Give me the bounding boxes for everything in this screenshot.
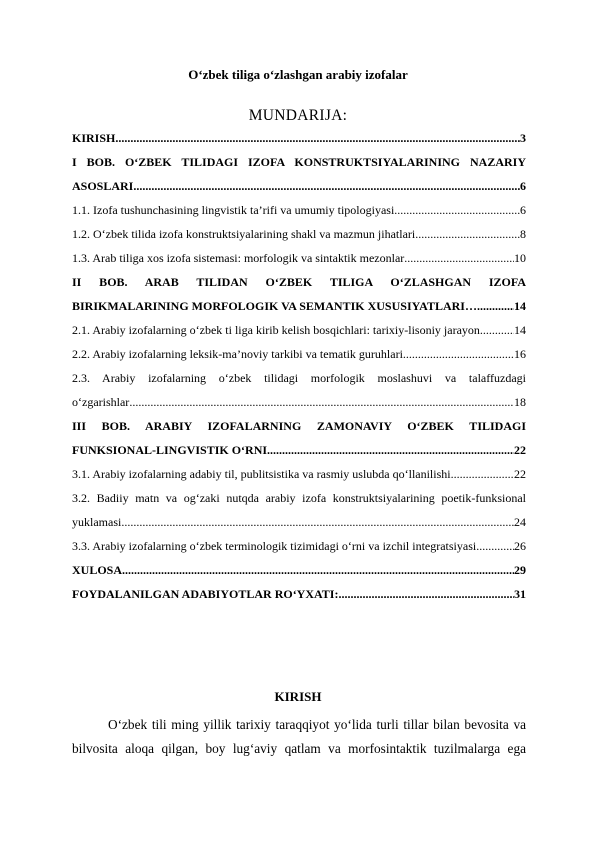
toc-entry-text: 3.2. Badiiy matn va og‘zaki nutqda arabiy izofa konstruktsiyalarining poetik-funksional (72, 491, 526, 505)
toc-page-number: 3 (520, 131, 526, 145)
toc-entry-text: 1.1. Izofa tushunchasining lingvistik ta’rifi va umumiy tipologiyasi (72, 203, 395, 217)
toc-entry[interactable] (72, 179, 526, 203)
table-of-contents (72, 131, 526, 611)
toc-entry[interactable] (72, 323, 526, 347)
toc-leader-dots (415, 227, 520, 242)
intro-line: bilvosita aloqa qilgan, boy lug‘aviy qatlam va morfosintaktik tuzilmalarga ega (72, 741, 526, 756)
toc-leader-dots (404, 251, 514, 266)
intro-heading: KIRISH (274, 689, 322, 704)
toc-leader-dots (133, 179, 520, 194)
toc-entry-text: I BOB. O‘ZBEK TILIDAGI IZOFA KONSTRUKTSIYALARINING NAZARIY (72, 155, 526, 169)
toc-page-number: 18 (514, 395, 526, 409)
toc-entry-text: yuklamasi (72, 515, 122, 529)
toc-entry-text: 2.2. Arabiy izofalarning leksik-ma’noviy tarkibi va tematik guruhlari (72, 347, 403, 361)
toc-entry[interactable] (72, 539, 526, 563)
toc-entry-line (72, 491, 526, 515)
toc-page-number: 16 (514, 347, 526, 361)
toc-page-number: 24 (514, 515, 526, 529)
toc-entry[interactable] (72, 203, 526, 227)
toc-leader-dots (129, 395, 514, 410)
toc-leader-dots (122, 563, 514, 578)
toc-entry-line (72, 371, 526, 395)
toc-leader-dots (394, 203, 520, 218)
toc-entry[interactable] (72, 251, 526, 275)
toc-page-number: 6 (520, 203, 526, 217)
toc-entry-line (72, 419, 526, 443)
toc-entry[interactable] (72, 347, 526, 371)
toc-entry-text: 2.1. Arabiy izofalarning o‘zbek ti liga kirib kelish bosqichlari: tarixiy-lisoniy jarayon (72, 323, 480, 337)
toc-page-number: 22 (514, 443, 526, 457)
toc-leader-dots (480, 323, 514, 338)
toc-entry-text: 2.3. Arabiy izofalarning o‘zbek tilidagi morfologik moslashuvi va talaffuzdagi (72, 371, 526, 385)
toc-entry-text: o‘zgarishlar (72, 395, 130, 409)
toc-heading: MUNDARIJA: (248, 107, 348, 124)
toc-entry-text: 1.3. Arab tiliga xos izofa sistemasi: morfologik va sintaktik mezonlar (72, 251, 405, 265)
toc-entry[interactable] (72, 587, 526, 611)
toc-page-number: 26 (514, 539, 526, 553)
document-topic: O‘zbek tiliga o‘zlashgan arabiy izofalar (188, 67, 408, 82)
toc-leader-dots (403, 347, 514, 362)
toc-page-number: 29 (514, 563, 526, 577)
toc-leader-dots (476, 539, 514, 554)
toc-entry-text: II BOB. ARAB TILIDAN O‘ZBEK TILIGA O‘ZLASHGAN IZOFA (72, 275, 526, 289)
toc-entry-text: FUNKSIONAL-LINGVISTIK O‘RNI (72, 443, 268, 457)
toc-entry-text: XULOSA (72, 563, 123, 577)
toc-page-number: 31 (514, 587, 526, 601)
toc-entry[interactable] (72, 515, 526, 539)
toc-entry-text: 1.2. O‘zbek tilida izofa konstruktsiyalarining shakl va mazmun jihatlari (72, 227, 416, 241)
toc-entry[interactable] (72, 299, 526, 323)
intro-paragraph (72, 713, 526, 761)
toc-entry-text: 3.1. Arabiy izofalarning adabiy til, publitsistika va rasmiy uslubda qo‘llanilishi (72, 467, 451, 481)
toc-entry-text: 3.3. Arabiy izofalarning o‘zbek terminologik tizimidagi o‘rni va izchil integratsiyasi (72, 539, 477, 553)
toc-entry-text: ASOSLARI (72, 179, 134, 193)
toc-page-number: 14 (514, 299, 526, 313)
toc-entry-text: FOYDALANILGAN ADABIYOTLAR RO‘YXATI: (72, 587, 339, 601)
toc-entry-line (72, 155, 526, 179)
toc-entry-line (72, 275, 526, 299)
toc-entry[interactable] (72, 467, 526, 491)
toc-entry-text: KIRISH (72, 131, 116, 145)
toc-page-number: 8 (520, 227, 526, 241)
toc-leader-dots (477, 299, 514, 314)
toc-page-number: 14 (514, 323, 526, 337)
toc-entry[interactable] (72, 395, 526, 419)
toc-entry[interactable] (72, 563, 526, 587)
toc-leader-dots (451, 467, 514, 482)
toc-page-number: 22 (514, 467, 526, 481)
toc-page-number: 6 (520, 179, 526, 193)
intro-line: O‘zbek tili ming yillik tarixiy taraqqiyot yo‘lida turli tillar bilan bevosita va (108, 717, 526, 732)
toc-leader-dots (121, 515, 514, 530)
toc-entry[interactable] (72, 443, 526, 467)
toc-leader-dots (267, 443, 514, 458)
toc-leader-dots (115, 131, 520, 146)
toc-page-number: 10 (514, 251, 526, 265)
toc-entry[interactable] (72, 131, 526, 155)
toc-leader-dots (338, 587, 514, 602)
toc-entry[interactable] (72, 227, 526, 251)
toc-entry-text: III BOB. ARABIY IZOFALARNING ZAMONAVIY O‘ZBEK TILIDAGI (72, 419, 526, 433)
toc-entry-text: BIRIKMALARINING MORFOLOGIK VA SEMANTIK XUSUSIYATLARI… (72, 299, 477, 313)
